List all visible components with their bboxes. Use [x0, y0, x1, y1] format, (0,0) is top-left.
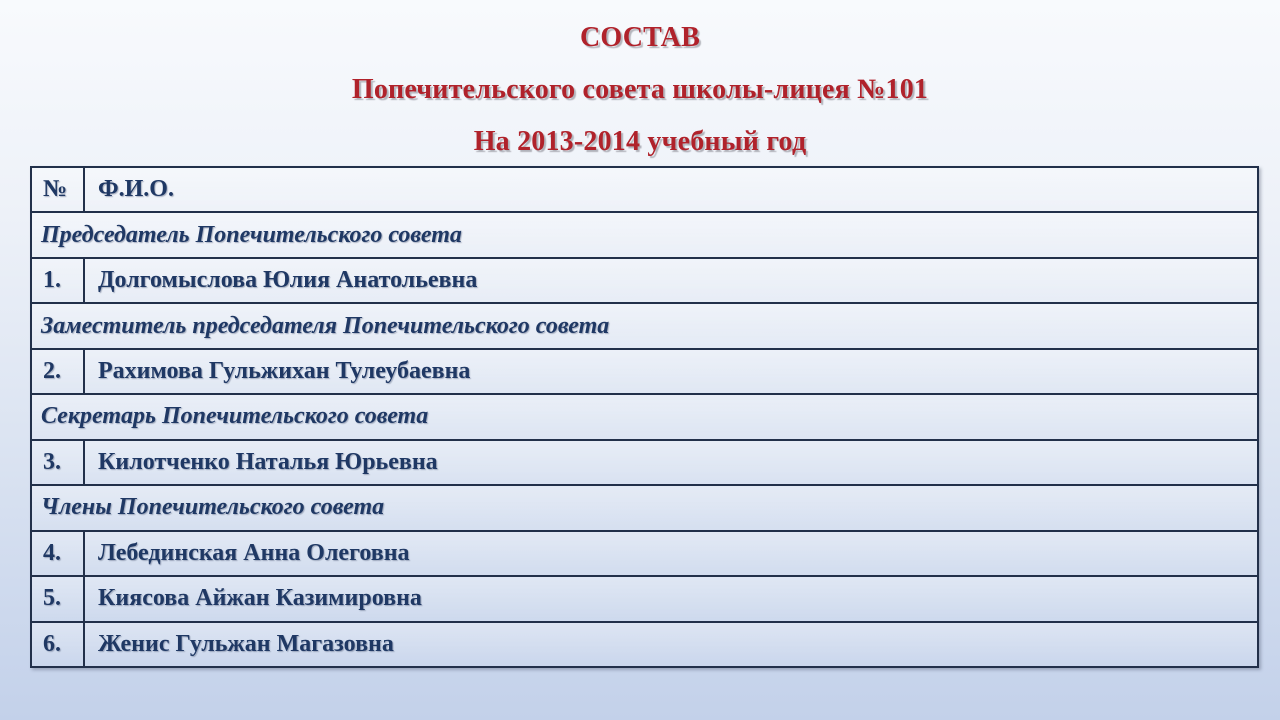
row-number: 2. — [31, 349, 84, 394]
section-row — [31, 212, 1258, 257]
section-label: Заместитель председателя Попечительского совета — [31, 303, 1258, 348]
row-name: Женис Гульжан Магазовна — [84, 622, 1258, 667]
page-subtitle: Попечительского совета школы-лицея №101 — [351, 74, 929, 105]
row-name: Рахимова Гульжихан Тулеубаевна — [84, 349, 1258, 394]
column-header-fio: Ф.И.О. — [84, 167, 1258, 212]
page-title: СОСТАВ — [580, 22, 700, 53]
section-row — [31, 485, 1258, 530]
table-row — [31, 622, 1258, 667]
table-row — [31, 576, 1258, 621]
row-number: 5. — [31, 576, 84, 621]
row-name: Лебединская Анна Олеговна — [84, 531, 1258, 576]
table-row — [31, 531, 1258, 576]
section-row — [31, 303, 1258, 348]
page-subtitle-year: На 2013-2014 учебный год — [473, 126, 807, 157]
title-block — [0, 12, 1280, 168]
row-number: 4. — [31, 531, 84, 576]
table-header-row — [31, 167, 1258, 212]
section-label: Члены Попечительского совета — [31, 485, 1258, 530]
row-name: Долгомыслова Юлия Анатольевна — [84, 258, 1258, 303]
row-number: 3. — [31, 440, 84, 485]
column-header-number: № — [31, 167, 84, 212]
section-label: Секретарь Попечительского совета — [31, 394, 1258, 439]
row-number: 1. — [31, 258, 84, 303]
row-name: Киясова Айжан Казимировна — [84, 576, 1258, 621]
table-row — [31, 440, 1258, 485]
table-row — [31, 258, 1258, 303]
section-label: Председатель Попечительского совета — [31, 212, 1258, 257]
table-row — [31, 349, 1258, 394]
section-row — [31, 394, 1258, 439]
row-number: 6. — [31, 622, 84, 667]
trustees-table — [30, 166, 1259, 668]
row-name: Килотченко Наталья Юрьевна — [84, 440, 1258, 485]
